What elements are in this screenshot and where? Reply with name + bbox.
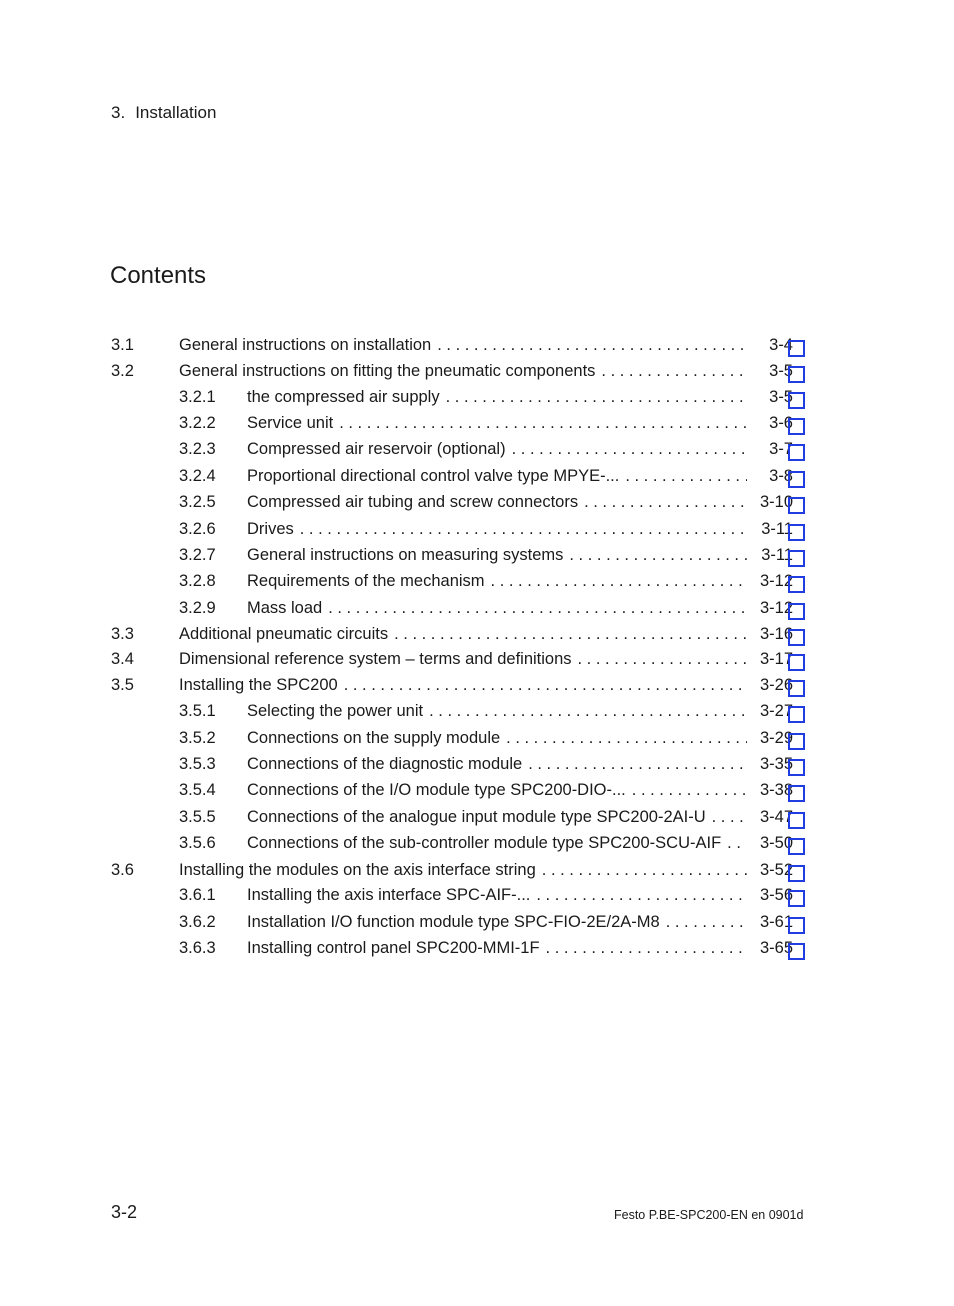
toc-entry-title-with-leader — [179, 623, 747, 645]
toc-entry-page[interactable]: 3-35 — [759, 755, 793, 773]
toc-entry[interactable] — [111, 779, 811, 801]
hyperlink-box-icon[interactable] — [788, 706, 805, 723]
toc-entry-title-with-leader — [247, 491, 747, 513]
hyperlink-box-icon[interactable] — [788, 680, 805, 697]
toc-entry-number: 3.1 — [111, 336, 134, 354]
hyperlink-box-icon[interactable] — [788, 471, 805, 488]
toc-entry[interactable] — [111, 360, 811, 382]
hyperlink-box-icon[interactable] — [788, 812, 805, 829]
hyperlink-box-icon[interactable] — [788, 943, 805, 960]
toc-entry-page[interactable]: 3-10 — [759, 493, 793, 511]
toc-entry[interactable] — [111, 727, 811, 749]
toc-entry[interactable] — [111, 412, 811, 434]
toc-entry-title-with-leader — [247, 544, 747, 566]
toc-entry[interactable] — [111, 570, 811, 592]
toc-entry-number: 3.4 — [111, 650, 134, 668]
toc-entry-number: 3.2.7 — [179, 546, 216, 564]
toc-entry[interactable] — [111, 806, 811, 828]
toc-entry-number: 3.2.6 — [179, 520, 216, 538]
toc-entry-title-with-leader — [247, 518, 747, 540]
toc-entry-number: 3.5.5 — [179, 808, 216, 826]
toc-entry-title: Requirements of the mechanism — [247, 572, 491, 590]
chapter-header — [111, 103, 216, 123]
toc-entry-number: 3.5.6 — [179, 834, 216, 852]
toc-entry-title: General instructions on installation — [179, 336, 437, 354]
hyperlink-box-icon[interactable] — [788, 550, 805, 567]
toc-entry-page[interactable]: 3-5 — [769, 362, 793, 380]
toc-entry-page[interactable]: 3-52 — [759, 861, 793, 879]
toc-entry-page[interactable]: 3-7 — [769, 440, 793, 458]
toc-entry-title: Installation I/O function module type SPC-FIO-2E/2A-M8 — [247, 913, 666, 931]
toc-entry-title-with-leader — [247, 806, 747, 828]
hyperlink-box-icon[interactable] — [788, 497, 805, 514]
toc-entry-title: Connections of the analogue input module type SPC200-2AI-U — [247, 808, 712, 826]
toc-entry[interactable] — [111, 700, 811, 722]
toc-entry-title-with-leader — [247, 753, 747, 775]
footer-document-reference: Festo P.BE-SPC200-EN en 0901d — [614, 1208, 804, 1222]
toc-entry[interactable] — [111, 911, 811, 933]
toc-entry-title: Installing the modules on the axis interface string — [179, 861, 542, 879]
toc-entry-number: 3.6.2 — [179, 913, 216, 931]
chapter-title: Installation — [135, 103, 217, 122]
hyperlink-box-icon[interactable] — [788, 418, 805, 435]
toc-entry-title-with-leader — [247, 937, 747, 959]
toc-entry-title: Compressed air reservoir (optional) — [247, 440, 512, 458]
page-title: Contents — [110, 262, 207, 289]
hyperlink-box-icon[interactable] — [788, 865, 805, 882]
toc-entry-title-with-leader — [179, 674, 747, 696]
toc-entry[interactable] — [111, 518, 811, 540]
toc-entry-page[interactable]: 3-56 — [759, 886, 793, 904]
hyperlink-box-icon[interactable] — [788, 392, 805, 409]
hyperlink-box-icon[interactable] — [788, 785, 805, 802]
hyperlink-box-icon[interactable] — [788, 524, 805, 541]
toc-entry-title: Connections of the I/O module type SPC200-DIO-... — [247, 781, 632, 799]
toc-entry-title-with-leader — [247, 779, 747, 801]
toc-entry-title: Dimensional reference system – terms and definitions — [179, 650, 578, 668]
toc-entry-page[interactable]: 3-26 — [759, 676, 793, 694]
toc-entry-number: 3.3 — [111, 625, 134, 643]
hyperlink-box-icon[interactable] — [788, 340, 805, 357]
toc-entry-number: 3.2.3 — [179, 440, 216, 458]
hyperlink-box-icon[interactable] — [788, 576, 805, 593]
toc-entry-title-with-leader — [179, 334, 747, 356]
toc-entry-title: Connections on the supply module — [247, 729, 506, 747]
hyperlink-box-icon[interactable] — [788, 629, 805, 646]
toc-entry-page[interactable]: 3-65 — [759, 939, 793, 957]
toc-entry-title: General instructions on fitting the pneumatic components — [179, 362, 601, 380]
toc-entry-number: 3.2.9 — [179, 599, 216, 617]
toc-entry-title: Drives — [247, 520, 300, 538]
toc-entry[interactable] — [111, 491, 811, 513]
toc-entry-number: 3.6 — [111, 861, 134, 879]
toc-entry-title-with-leader — [247, 700, 747, 722]
toc-entry-title-with-leader — [247, 412, 747, 434]
toc-entry-title-with-leader — [247, 386, 747, 408]
hyperlink-box-icon[interactable] — [788, 444, 805, 461]
toc-entry-title: Selecting the power unit — [247, 702, 429, 720]
toc-entry-title-with-leader — [247, 727, 747, 749]
toc-entry[interactable] — [111, 334, 811, 356]
toc-entry-page[interactable]: 3-38 — [759, 781, 793, 799]
toc-entry-title-with-leader — [247, 465, 747, 487]
toc-entry[interactable] — [111, 623, 811, 645]
toc-entry-title: Service unit — [247, 414, 339, 432]
toc-entry-number: 3.5.2 — [179, 729, 216, 747]
toc-entry-title-with-leader — [247, 597, 747, 619]
toc-entry-title-with-leader — [179, 648, 747, 670]
toc-entry-page[interactable]: 3-17 — [759, 650, 793, 668]
toc-entry[interactable] — [111, 648, 811, 670]
toc-entry[interactable] — [111, 884, 811, 906]
toc-entry-title-with-leader — [247, 570, 747, 592]
toc-entry-page[interactable]: 3-16 — [759, 625, 793, 643]
toc-entry-title: Installing the SPC200 — [179, 676, 344, 694]
toc-entry-title: Mass load — [247, 599, 328, 617]
hyperlink-box-icon[interactable] — [788, 654, 805, 671]
toc-entry-number: 3.5.4 — [179, 781, 216, 799]
toc-entry[interactable] — [111, 832, 811, 854]
toc-entry-page[interactable]: 3-12 — [759, 599, 793, 617]
toc-entry-page[interactable]: 3-50 — [759, 834, 793, 852]
toc-entry-title: Connections of the sub-controller module type SPC200-SCU-AIF — [247, 834, 727, 852]
toc-entry-page[interactable]: 3-8 — [769, 467, 793, 485]
toc-entry-number: 3.2.8 — [179, 572, 216, 590]
toc-entry-page[interactable]: 3-5 — [769, 388, 793, 406]
toc-entry[interactable] — [111, 465, 811, 487]
chapter-number: 3. — [111, 103, 126, 122]
toc-entry-number: 3.2.4 — [179, 467, 216, 485]
toc-entry-title: General instructions on measuring systems — [247, 546, 569, 564]
toc-entry-title-with-leader — [179, 859, 747, 881]
hyperlink-box-icon[interactable] — [788, 890, 805, 907]
toc-entry-number: 3.2.1 — [179, 388, 216, 406]
toc-entry[interactable] — [111, 859, 811, 881]
toc-entry-title: Proportional directional control valve type MPYE-... — [247, 467, 625, 485]
toc-entry-title: Connections of the diagnostic module — [247, 755, 528, 773]
toc-entry[interactable] — [111, 597, 811, 619]
hyperlink-box-icon[interactable] — [788, 603, 805, 620]
toc-entry[interactable] — [111, 937, 811, 959]
toc-entry-number: 3.5.1 — [179, 702, 216, 720]
toc-entry[interactable] — [111, 438, 811, 460]
toc-entry[interactable] — [111, 753, 811, 775]
toc-entry-number: 3.6.1 — [179, 886, 216, 904]
toc-entry-page[interactable]: 3-6 — [769, 414, 793, 432]
toc-entry-number: 3.2 — [111, 362, 134, 380]
toc-entry-title: Compressed air tubing and screw connectors — [247, 493, 584, 511]
toc-entry-title: Additional pneumatic circuits — [179, 625, 394, 643]
toc-entry-title-with-leader — [247, 438, 747, 460]
toc-entry-number: 3.2.2 — [179, 414, 216, 432]
toc-entry-page[interactable]: 3-27 — [759, 702, 793, 720]
hyperlink-box-icon[interactable] — [788, 366, 805, 383]
toc-entry-page[interactable]: 3-11 — [761, 546, 793, 564]
toc-entry-number: 3.5 — [111, 676, 134, 694]
toc-entry-title-with-leader — [247, 911, 747, 933]
toc-entry-title-with-leader — [247, 884, 747, 906]
toc-entry-page[interactable]: 3-4 — [769, 336, 793, 354]
toc-entry[interactable] — [111, 674, 811, 696]
toc-entry[interactable] — [111, 386, 811, 408]
toc-entry-title-with-leader — [247, 832, 747, 854]
toc-entry-page[interactable]: 3-61 — [759, 913, 793, 931]
toc-entry-title: Installing the axis interface SPC-AIF-... — [247, 886, 536, 904]
toc-entry-number: 3.2.5 — [179, 493, 216, 511]
toc-entry-number: 3.5.3 — [179, 755, 216, 773]
hyperlink-box-icon[interactable] — [788, 917, 805, 934]
hyperlink-box-icon[interactable] — [788, 759, 805, 776]
toc-entry-title-with-leader — [179, 360, 747, 382]
footer-page-number: 3-2 — [111, 1202, 138, 1222]
toc-entry-page[interactable]: 3-11 — [761, 520, 793, 538]
toc-entry-number: 3.6.3 — [179, 939, 216, 957]
toc-entry-page[interactable]: 3-47 — [759, 808, 793, 826]
toc-entry-title: the compressed air supply — [247, 388, 446, 406]
toc-entry-page[interactable]: 3-12 — [759, 572, 793, 590]
hyperlink-box-icon[interactable] — [788, 838, 805, 855]
toc-entry-title: Installing control panel SPC200-MMI-1F — [247, 939, 546, 957]
toc-entry-page[interactable]: 3-29 — [759, 729, 793, 747]
hyperlink-box-icon[interactable] — [788, 733, 805, 750]
toc-entry[interactable] — [111, 544, 811, 566]
